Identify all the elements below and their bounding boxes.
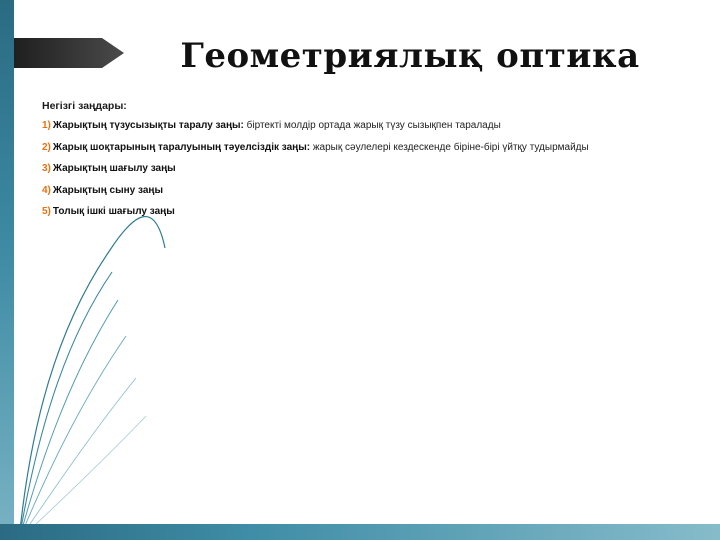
list-item-text xyxy=(53,184,692,198)
laws-list xyxy=(42,119,692,219)
list-item-number: 5) xyxy=(42,206,51,217)
list-item-bold: Жарықтың түзусызықты таралу заңы: xyxy=(52,120,244,131)
content-block xyxy=(42,100,692,227)
list-item-rest: біртекті молдір ортада жарық түзу сызықпен таралады xyxy=(243,120,501,131)
list-item-bold: Толық ішкі шағылу заңы xyxy=(52,206,175,217)
list-item-number: 1) xyxy=(42,120,51,131)
list-item-text xyxy=(53,141,692,155)
list-item-number: 3) xyxy=(42,163,51,174)
list-item xyxy=(42,205,692,219)
list-item-bold: Жарықтың шағылу заңы xyxy=(52,163,176,174)
left-accent-band-gap xyxy=(14,0,19,540)
list-item-rest: жарық сәулелері кездескенде біріне-бірі үйтқу тудырмайды xyxy=(310,141,589,153)
list-item xyxy=(42,141,692,155)
list-item-bold: Жарық шоқтарының таралуының тәуелсіздік заңы: xyxy=(52,141,311,153)
list-item-bold: Жарықтың сыну заңы xyxy=(52,184,163,196)
list-item xyxy=(42,184,692,198)
left-accent-band xyxy=(0,0,14,540)
list-item-text xyxy=(53,205,692,219)
section-heading: Негізгі заңдары: xyxy=(42,100,127,112)
list-item xyxy=(42,162,692,176)
page-title: Геометриялық оптика xyxy=(180,36,640,76)
list-item-text xyxy=(53,162,692,176)
bottom-accent-band xyxy=(0,524,720,540)
banner-arrow-shape xyxy=(14,36,124,70)
list-item xyxy=(42,119,692,133)
list-item-number: 4) xyxy=(42,184,51,196)
list-item-number: 2) xyxy=(42,141,51,153)
list-item-text xyxy=(53,119,692,133)
